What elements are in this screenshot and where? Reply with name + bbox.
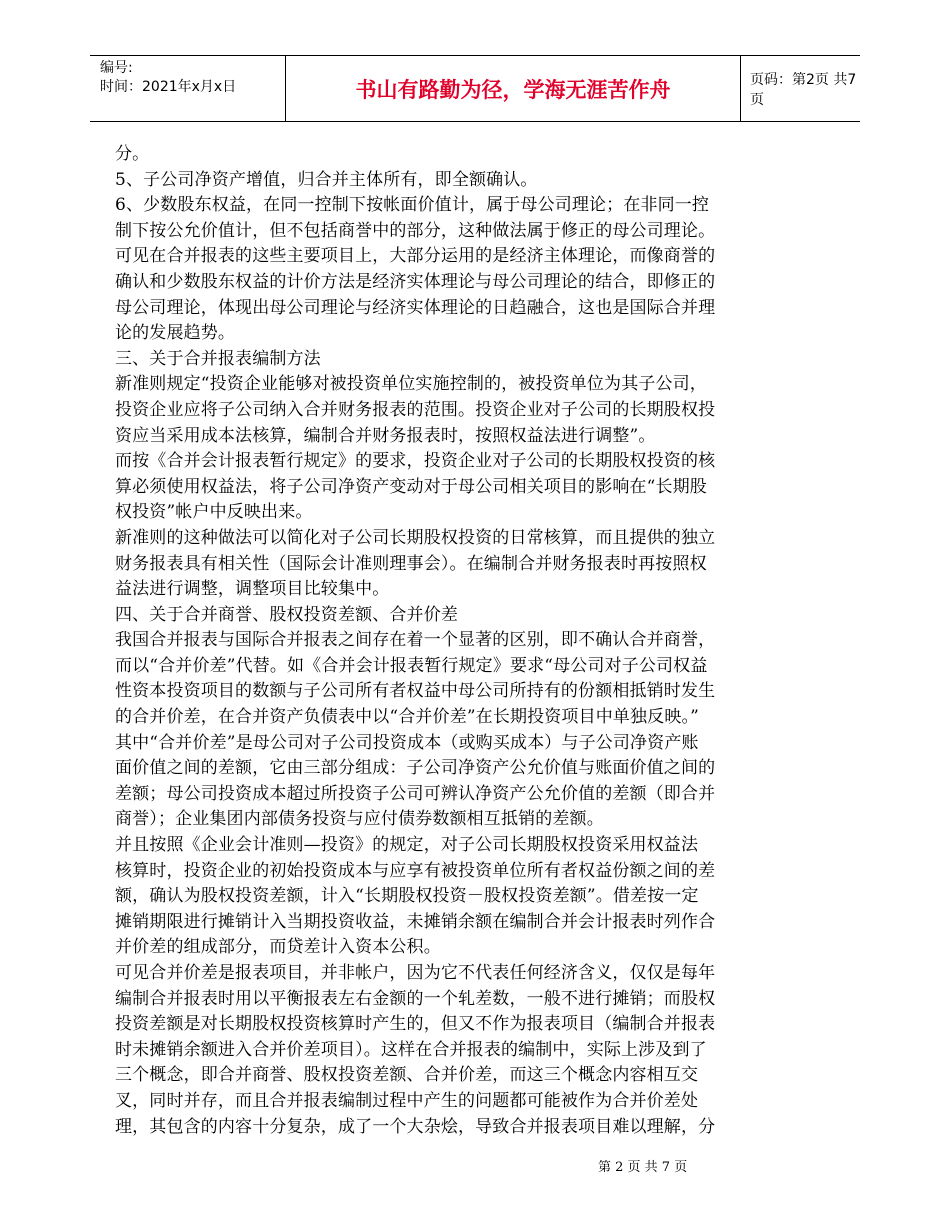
body-line: 理，其包含的内容十分复杂，成了一个大杂烩，导致合并报表项目难以理解，分 bbox=[115, 1116, 716, 1137]
header-meta bbox=[90, 56, 285, 121]
body-line: 摊销期限进行摊销计入当期投资收益，未摊销余额在编制合并会计报表时列作合 bbox=[115, 911, 716, 932]
body-line: 商誉）；企业集团内部债务投资与应付债券数额相互抵销的差额。 bbox=[115, 809, 604, 830]
body-line: 而以“合并价差”代替。如《合并会计报表暂行规定》要求“母公司对子公司权益 bbox=[115, 655, 708, 676]
body-line: 论的发展趋势。 bbox=[115, 323, 236, 344]
body-line: 投资企业应将子公司纳入合并财务报表的范围。投资企业对子公司的长期股权投 bbox=[115, 399, 716, 420]
body-line: 时未摊销余额进入合并价差项目）。这样在合并报表的编制中，实际上涉及到了 bbox=[115, 1039, 707, 1060]
document-body bbox=[115, 142, 775, 1140]
body-line: 5、子公司净资产增值，归合并主体所有，即全额确认。 bbox=[115, 169, 538, 190]
body-line: 益法进行调整，调整项目比较集中。 bbox=[115, 579, 390, 600]
header-page-number: 页码：第2页 共7页 bbox=[750, 71, 857, 108]
body-line: 其中“合并价差”是母公司对子公司投资成本（或购买成本）与子公司净资产账 bbox=[115, 732, 699, 753]
body-line: 可见合并价差是报表项目，并非帐户，因为它不代表任何经济含义，仅仅是每年 bbox=[115, 963, 716, 983]
body-line: 确认和少数股东权益的计价方法是经济实体理论与母公司理论的结合，即修正的 bbox=[115, 271, 716, 292]
body-line: 并且按照《企业会计准则—投资》的规定，对子公司长期股权投资采用权益法 bbox=[115, 835, 699, 856]
header-motto: 书山有路勤为径，学海无涯苦作舟 bbox=[285, 56, 741, 121]
body-line: 可见在合并报表的这些主要项目上，大部分运用的是经济主体理论，而像商誉的 bbox=[115, 246, 716, 267]
document-time-label: 时间：2021年x月x日 bbox=[100, 79, 237, 95]
body-line: 差额；母公司投资成本超过所投资子公司可辨认净资产公允价值的差额（即合并 bbox=[115, 783, 716, 804]
body-line: 面价值之间的差额，它由三部分组成：子公司净资产公允价值与账面价值之间的 bbox=[115, 758, 716, 779]
body-line: 权投资”帐户中反映出来。 bbox=[115, 502, 313, 523]
body-line: 投资差额是对长期股权投资核算时产生的，但又不作为报表项目（编制合并报表 bbox=[115, 1014, 716, 1035]
document-number-label: 编号: bbox=[100, 60, 133, 76]
body-line: 新准则规定“投资企业能够对被投资单位实施控制的，被投资单位为其子公司， bbox=[115, 374, 707, 395]
page-footer: 第 2 页 共 7 页 bbox=[598, 1160, 688, 1175]
body-line: 制下按公允价值计，但不包括商誉中的部分，这种做法属于修正的母公司理论。 bbox=[115, 220, 716, 241]
section-heading: 四、关于合并商誉、股权投资差额、合并价差 bbox=[115, 604, 458, 625]
body-line: 资应当采用成本法核算，编制合并财务报表时，按照权益法进行调整”。 bbox=[115, 425, 656, 446]
body-line: 财务报表具有相关性（国际会计准则理事会）。在编制合并财务报表时再按照权 bbox=[115, 553, 707, 574]
body-line: 三个概念，即合并商誉、股权投资差额、合并价差，而这三个概念内容相互交 bbox=[115, 1065, 699, 1086]
body-line: 叉，同时并存，而且合并报表编制过程中产生的问题都可能被作为合并价差处 bbox=[115, 1090, 699, 1111]
body-line: 的合并价差，在合并资产负债表中以“合并价差”在长期投资项目中单独反映。” bbox=[115, 707, 699, 728]
body-line: 新准则的这种做法可以简化对子公司长期股权投资的日常核算，而且提供的独立 bbox=[115, 527, 716, 548]
body-line: 并价差的组成部分，而贷差计入资本公积。 bbox=[115, 937, 441, 958]
body-line: 分。 bbox=[115, 144, 150, 164]
body-line: 母公司理论，体现出母公司理论与经济实体理论的日趋融合，这也是国际合并理 bbox=[115, 297, 716, 318]
body-line: 算必须使用权益法，将子公司净资产变动对于母公司相关项目的影响在“长期股 bbox=[115, 476, 707, 497]
body-line: 而按《合并会计报表暂行规定》的要求，投资企业对子公司的长期股权投资的核 bbox=[115, 451, 716, 472]
section-heading: 三、关于合并报表编制方法 bbox=[115, 348, 321, 369]
body-line: 编制合并报表时用以平衡报表左右金额的一个轧差数，一般不进行摊销；而股权 bbox=[115, 988, 716, 1009]
body-line: 6、少数股东权益，在同一控制下按帐面价值计，属于母公司理论；在非同一控 bbox=[115, 195, 710, 216]
body-line: 核算时，投资企业的初始投资成本与应享有被投资单位所有者权益份额之间的差 bbox=[115, 860, 716, 881]
body-line: 我国合并报表与国际合并报表之间存在着一个显著的区别，即不确认合并商誉， bbox=[115, 630, 716, 651]
body-line: 性资本投资项目的数额与子公司所有者权益中母公司所持有的份额相抵销时发生 bbox=[115, 681, 716, 702]
page-header bbox=[90, 55, 860, 122]
body-line: 额，确认为股权投资差额，计入“长期股权投资－股权投资差额”。借差按一定 bbox=[115, 886, 699, 907]
